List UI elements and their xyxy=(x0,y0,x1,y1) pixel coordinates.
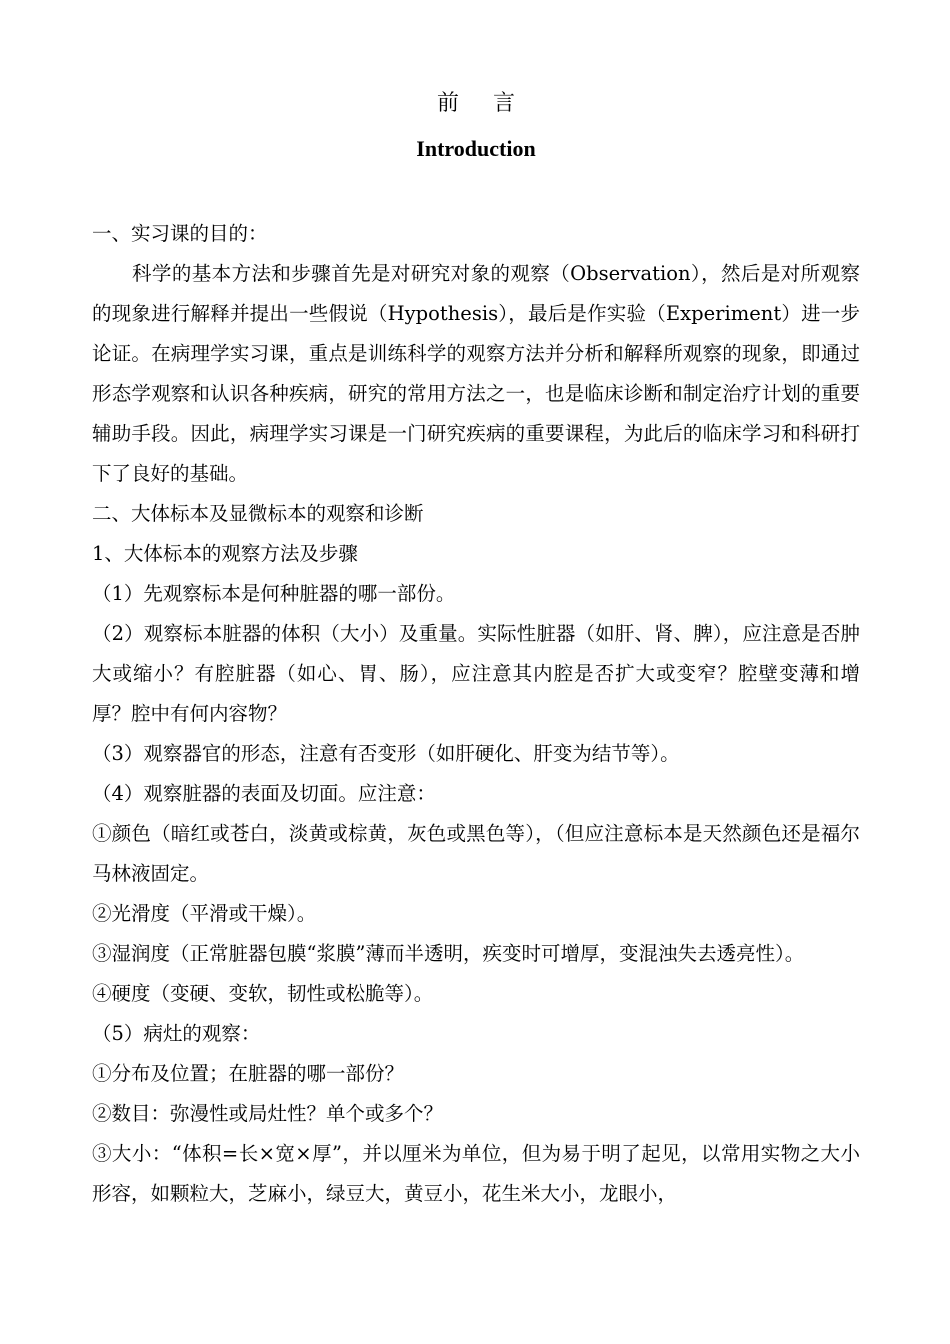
list-item-hardness: ④硬度（变硬、变软，韧性或松脆等）。 xyxy=(92,982,434,1005)
list-item-number: ②数目：弥漫性或局灶性？单个或多个？ xyxy=(92,1102,444,1125)
subsection-heading-gross: 1、大体标本的观察方法及步骤 xyxy=(92,542,358,565)
document-body xyxy=(92,214,860,1214)
page-title: 前言 xyxy=(436,91,549,116)
section-heading-observation: 二、大体标本及显微标本的观察和诊断 xyxy=(92,502,424,525)
paragraph-purpose: 科学的基本方法和步骤首先是对研究对象的观察（Observation），然后是对所观察的现象进行解释并提出一些假说（Hypothesis），最后是作实验（Experiment）进一步论证。在病理学实习课，重点是训练科学的观察方法并分析和解释所观察的现象，即通过形态学观察和认识各种疾病，研究的常用方法之一，也是临床诊断和制定治疗计划的重要辅助手段。因此，病理学实习课是一门研究疾病的重要课程，为此后的临床学习和科研打下了良好的基础。 xyxy=(92,262,860,485)
page-subtitle: Introduction xyxy=(416,136,536,161)
list-item-distribution: ①分布及位置；在脏器的哪一部份？ xyxy=(92,1062,405,1085)
section-heading-purpose: 一、实习课的目的： xyxy=(92,222,268,245)
list-item-color: ①颜色（暗红或苍白，淡黄或棕黄，灰色或黑色等），（但应注意标本是天然颜色还是福尔马林液固定。 xyxy=(92,822,860,885)
list-item-size: ③大小：“体积=长×宽×厚”，并以厘米为单位，但为易于明了起见，以常用实物之大小形容，如颗粒大，芝麻小，绿豆大，黄豆小，花生米大小，龙眼小， xyxy=(92,1142,860,1205)
list-item-step-5: （5）病灶的观察： xyxy=(92,1022,261,1045)
list-item-step-3: （3）观察器官的形态，注意有否变形（如肝硬化、肝变为结节等）。 xyxy=(92,742,680,765)
list-item-moisture: ③湿润度（正常脏器包膜“浆膜”薄而半透明，疾变时可增厚，变混浊失去透亮性）。 xyxy=(92,942,805,965)
list-item-smoothness: ②光滑度（平滑或干燥）。 xyxy=(92,902,317,925)
list-item-step-1: （1）先观察标本是何种脏器的哪一部份。 xyxy=(92,582,456,605)
list-item-step-2: （2）观察标本脏器的体积（大小）及重量。实际性脏器（如肝、肾、脾），应注意是否肿大或缩小？有腔脏器（如心、胃、肠），应注意其内腔是否扩大或变窄？腔壁变薄和增厚？腔中有何内容物？ xyxy=(92,622,860,725)
list-item-step-4: （4）观察脏器的表面及切面。应注意： xyxy=(92,782,436,805)
